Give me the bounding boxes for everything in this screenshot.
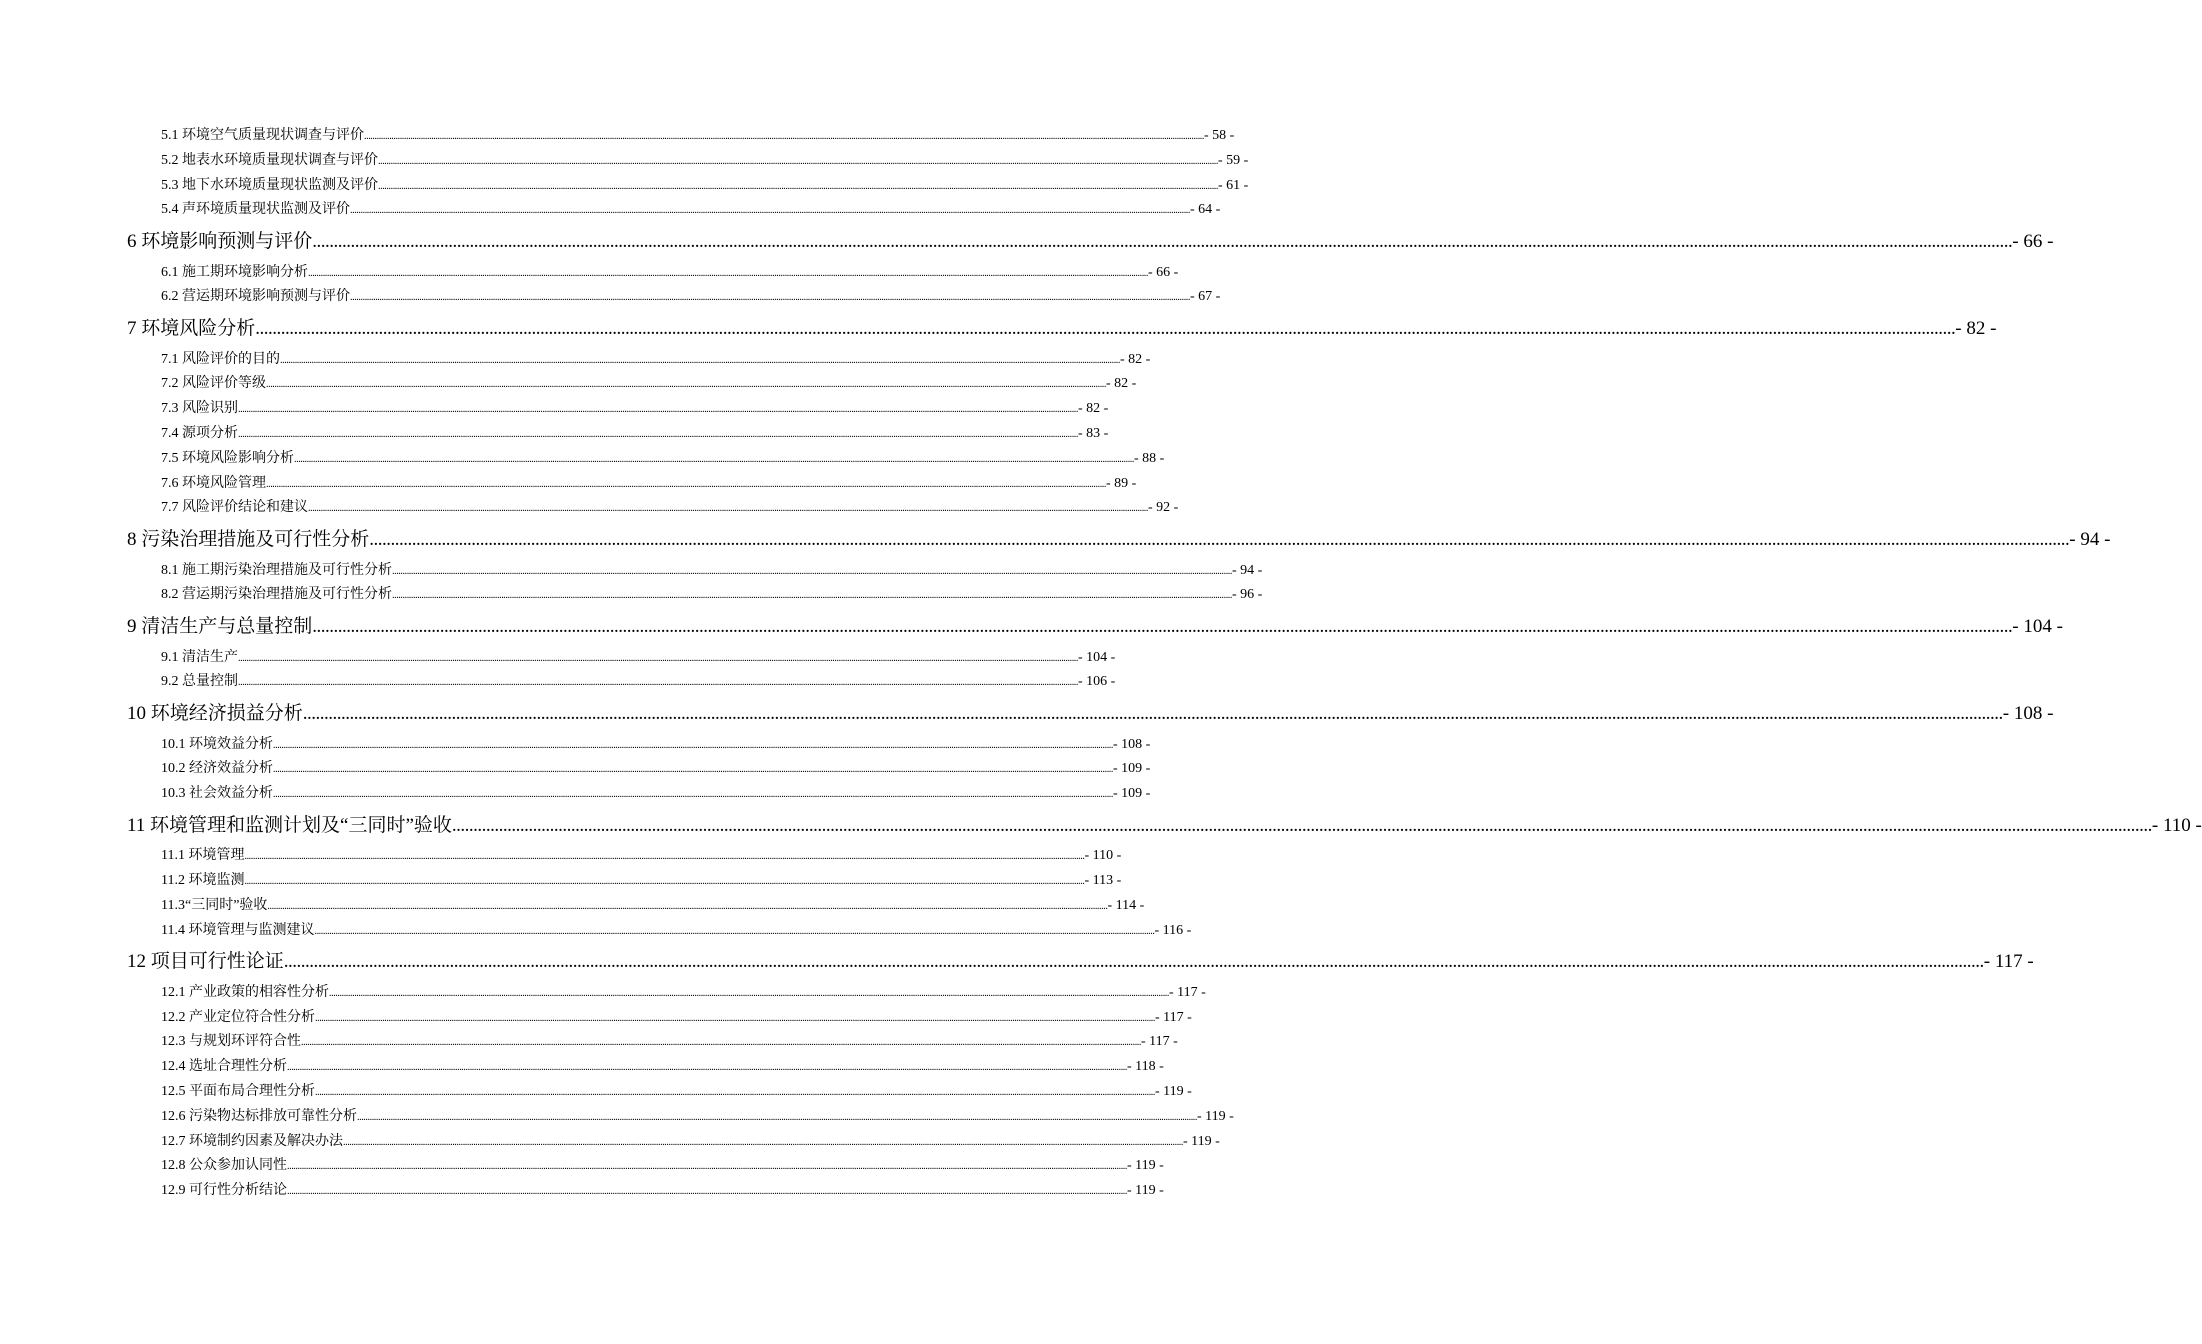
toc-section-entry[interactable] bbox=[161, 397, 1109, 422]
toc-dot-leader: ................................................................................................................................................................................................................................................................................................................................................................................................................ bbox=[266, 379, 1107, 391]
toc-dot-leader: ................................................................................................................................................................................................................................................................................................................................................................................................................ bbox=[314, 925, 1155, 937]
toc-entry-page-number: - 117 - bbox=[1155, 1009, 1192, 1025]
toc-section-entry[interactable] bbox=[161, 782, 1151, 807]
toc-chapter-entry[interactable] bbox=[127, 943, 2034, 980]
toc-entry-page-number: - 118 - bbox=[1127, 1059, 1164, 1075]
toc-entry-title: 7.3 风险识别 bbox=[161, 401, 238, 417]
toc-entry-page-number: - 59 - bbox=[1218, 152, 1249, 168]
table-of-contents bbox=[127, 124, 2202, 1204]
toc-section-entry[interactable] bbox=[161, 757, 1151, 782]
toc-entry-title: 7.7 风险评价结论和建议 bbox=[161, 500, 308, 516]
toc-entry-title: 7.1 风险评价的目的 bbox=[161, 351, 280, 367]
toc-entry-title: 12.9 可行性分析结论 bbox=[161, 1183, 287, 1199]
toc-entry-title: 11.1 环境管理 bbox=[161, 848, 245, 864]
toc-entry-title: 5.4 声环境质量现状监测及评价 bbox=[161, 202, 350, 218]
toc-entry-page-number: - 119 - bbox=[1155, 1084, 1192, 1100]
toc-entry-title: 11.4 环境管理与监测建议 bbox=[161, 922, 315, 938]
toc-dot-leader: ................................................................................................................................................................................................................................................................................................................................................................................................................ bbox=[312, 616, 2013, 638]
toc-dot-leader: ................................................................................................................................................................................................................................................................................................................................................................................................................ bbox=[294, 453, 1135, 465]
toc-entry-title: 12.3 与规划环评符合性 bbox=[161, 1034, 301, 1050]
toc-entry-title: 12.7 环境制约因素及解决办法 bbox=[161, 1133, 343, 1149]
toc-section-entry[interactable] bbox=[161, 646, 1116, 671]
toc-dot-leader: ................................................................................................................................................................................................................................................................................................................................................................................................................ bbox=[244, 876, 1085, 888]
toc-entry-title: 12.4 选址合理性分析 bbox=[161, 1059, 287, 1075]
toc-section-entry[interactable] bbox=[161, 198, 1221, 223]
toc-section-entry[interactable] bbox=[161, 844, 1122, 869]
toc-dot-leader: ................................................................................................................................................................................................................................................................................................................................................................................................................ bbox=[273, 739, 1114, 751]
toc-entry-page-number: - 82 - bbox=[1078, 401, 1109, 417]
toc-entry-page-number: - 61 - bbox=[1218, 177, 1249, 193]
toc-entry-page-number: - 119 - bbox=[1197, 1108, 1234, 1124]
toc-entry-title: 9.1 清洁生产 bbox=[161, 649, 238, 665]
toc-entry-title: 10.3 社会效益分析 bbox=[161, 786, 273, 802]
toc-dot-leader: ................................................................................................................................................................................................................................................................................................................................................................................................................ bbox=[280, 354, 1121, 366]
toc-entry-title: 11 环境管理和监测计划及“三同时”验收 bbox=[127, 814, 452, 836]
toc-section-entry[interactable] bbox=[161, 149, 1249, 174]
toc-entry-title: 10 环境经济损益分析 bbox=[127, 703, 303, 725]
toc-entry-title: 5.1 环境空气质量现状调查与评价 bbox=[161, 128, 364, 143]
toc-dot-leader: ................................................................................................................................................................................................................................................................................................................................................................................................................ bbox=[287, 1161, 1128, 1173]
toc-dot-leader: ................................................................................................................................................................................................................................................................................................................................................................................................................ bbox=[287, 1062, 1128, 1074]
toc-entry-page-number: - 114 - bbox=[1107, 897, 1145, 913]
toc-entry-title: 10.1 环境效益分析 bbox=[161, 736, 273, 752]
toc-dot-leader: ................................................................................................................................................................................................................................................................................................................................................................................................................ bbox=[287, 1186, 1128, 1198]
toc-entry-title: 8 污染治理措施及可行性分析 bbox=[127, 529, 370, 551]
toc-entry-title: 7 环境风险分析 bbox=[127, 318, 256, 340]
toc-entry-page-number: - 89 - bbox=[1106, 475, 1137, 491]
toc-entry-page-number: - 119 - bbox=[1183, 1133, 1220, 1149]
toc-entry-page-number: - 92 - bbox=[1148, 500, 1179, 516]
toc-dot-leader: ................................................................................................................................................................................................................................................................................................................................................................................................................ bbox=[378, 180, 1219, 192]
toc-section-entry[interactable] bbox=[161, 447, 1165, 472]
toc-entry-page-number: - 82 - bbox=[1955, 318, 1997, 340]
toc-entry-page-number: - 117 - bbox=[1141, 1034, 1178, 1050]
toc-dot-leader: ................................................................................................................................................................................................................................................................................................................................................................................................................ bbox=[392, 590, 1233, 602]
toc-entry-page-number: - 82 - bbox=[1106, 376, 1137, 392]
toc-dot-leader: ................................................................................................................................................................................................................................................................................................................................................................................................................ bbox=[308, 503, 1149, 515]
toc-entry-page-number: - 66 - bbox=[1148, 264, 1179, 280]
toc-entry-page-number: - 110 - bbox=[1084, 848, 1122, 864]
toc-dot-leader: ................................................................................................................................................................................................................................................................................................................................................................................................................ bbox=[364, 131, 1205, 142]
toc-entry-page-number: - 108 - bbox=[2002, 703, 2054, 725]
toc-dot-leader: ................................................................................................................................................................................................................................................................................................................................................................................................................ bbox=[378, 155, 1219, 167]
toc-entry-page-number: - 58 - bbox=[1204, 128, 1235, 143]
toc-entry-page-number: - 119 - bbox=[1127, 1158, 1164, 1174]
toc-chapter-entry[interactable] bbox=[127, 695, 2054, 732]
toc-entry-title: 11.3“三同时”验收 bbox=[161, 897, 268, 913]
toc-entry-title: 12.8 公众参加认同性 bbox=[161, 1158, 287, 1174]
toc-entry-page-number: - 109 - bbox=[1113, 786, 1151, 802]
toc-chapter-entry[interactable] bbox=[127, 223, 2054, 260]
toc-entry-page-number: - 116 - bbox=[1154, 922, 1192, 938]
toc-section-entry[interactable] bbox=[161, 496, 1179, 521]
toc-section-entry[interactable] bbox=[161, 1080, 1192, 1105]
toc-entry-title: 10.2 经济效益分析 bbox=[161, 761, 273, 777]
toc-dot-leader: ................................................................................................................................................................................................................................................................................................................................................................................................................ bbox=[255, 318, 1956, 340]
toc-chapter-entry[interactable] bbox=[127, 807, 2202, 844]
toc-section-entry[interactable] bbox=[161, 472, 1137, 497]
toc-entry-title: 7.6 环境风险管理 bbox=[161, 475, 266, 491]
toc-section-entry[interactable] bbox=[161, 348, 1151, 373]
toc-entry-page-number: - 104 - bbox=[1078, 649, 1116, 665]
toc-entry-page-number: - 64 - bbox=[1190, 202, 1221, 218]
toc-dot-leader: ................................................................................................................................................................................................................................................................................................................................................................................................................ bbox=[273, 764, 1114, 776]
toc-dot-leader: ................................................................................................................................................................................................................................................................................................................................................................................................................ bbox=[315, 1012, 1156, 1024]
toc-dot-leader: ................................................................................................................................................................................................................................................................................................................................................................................................................ bbox=[315, 1087, 1156, 1099]
toc-entry-page-number: - 66 - bbox=[2012, 231, 2054, 253]
toc-entry-page-number: - 83 - bbox=[1078, 425, 1109, 441]
toc-entry-page-number: - 117 - bbox=[1169, 984, 1206, 1000]
toc-dot-leader: ................................................................................................................................................................................................................................................................................................................................................................................................................ bbox=[350, 292, 1191, 304]
toc-dot-leader: ................................................................................................................................................................................................................................................................................................................................................................................................................ bbox=[329, 987, 1170, 999]
toc-entry-page-number: - 117 - bbox=[1983, 951, 2034, 973]
toc-entry-title: 9.2 总量控制 bbox=[161, 674, 238, 690]
toc-entry-title: 7.2 风险评价等级 bbox=[161, 376, 266, 392]
toc-dot-leader: ................................................................................................................................................................................................................................................................................................................................................................................................................ bbox=[301, 1037, 1142, 1049]
toc-entry-page-number: - 94 - bbox=[2069, 529, 2111, 551]
toc-dot-leader: ................................................................................................................................................................................................................................................................................................................................................................................................................ bbox=[392, 565, 1233, 577]
toc-section-entry[interactable] bbox=[161, 174, 1249, 199]
toc-section-entry[interactable] bbox=[161, 372, 1137, 397]
toc-entry-title: 5.3 地下水环境质量现状监测及评价 bbox=[161, 177, 378, 193]
toc-entry-page-number: - 113 - bbox=[1084, 873, 1122, 889]
toc-entry-title: 5.2 地表水环境质量现状调查与评价 bbox=[161, 152, 378, 168]
toc-dot-leader: ................................................................................................................................................................................................................................................................................................................................................................................................................ bbox=[267, 900, 1108, 912]
toc-entry-page-number: - 82 - bbox=[1120, 351, 1151, 367]
toc-entry-title: 12.1 产业政策的相容性分析 bbox=[161, 984, 329, 1000]
toc-entry-title: 8.1 施工期污染治理措施及可行性分析 bbox=[161, 562, 392, 578]
toc-section-entry[interactable] bbox=[161, 559, 1263, 584]
toc-entry-title: 7.4 源项分析 bbox=[161, 425, 238, 441]
toc-section-entry[interactable] bbox=[161, 1055, 1164, 1080]
toc-section-entry[interactable] bbox=[161, 261, 1179, 286]
toc-section-entry[interactable] bbox=[161, 124, 1235, 149]
toc-dot-leader: ................................................................................................................................................................................................................................................................................................................................................................................................................ bbox=[357, 1111, 1198, 1123]
toc-section-entry[interactable] bbox=[161, 869, 1122, 894]
toc-entry-page-number: - 96 - bbox=[1232, 587, 1263, 603]
toc-entry-page-number: - 67 - bbox=[1190, 289, 1221, 305]
toc-dot-leader: ................................................................................................................................................................................................................................................................................................................................................................................................................ bbox=[283, 951, 1984, 973]
toc-entry-page-number: - 88 - bbox=[1134, 450, 1165, 466]
toc-section-entry[interactable] bbox=[161, 919, 1192, 944]
toc-entry-page-number: - 106 - bbox=[1078, 674, 1116, 690]
toc-section-entry[interactable] bbox=[161, 285, 1221, 310]
toc-entry-page-number: - 110 - bbox=[2151, 814, 2202, 836]
toc-section-entry[interactable] bbox=[161, 1154, 1164, 1179]
toc-entry-title: 12.2 产业定位符合性分析 bbox=[161, 1009, 315, 1025]
toc-chapter-entry[interactable] bbox=[127, 521, 2111, 558]
toc-section-entry[interactable] bbox=[161, 894, 1145, 919]
toc-dot-leader: ................................................................................................................................................................................................................................................................................................................................................................................................................ bbox=[266, 478, 1107, 490]
toc-dot-leader: ................................................................................................................................................................................................................................................................................................................................................................................................................ bbox=[369, 529, 2070, 551]
toc-entry-page-number: - 104 - bbox=[2012, 616, 2063, 638]
toc-dot-leader: ................................................................................................................................................................................................................................................................................................................................................................................................................ bbox=[451, 814, 2152, 836]
toc-dot-leader: ................................................................................................................................................................................................................................................................................................................................................................................................................ bbox=[238, 652, 1079, 664]
toc-section-entry[interactable] bbox=[161, 981, 1206, 1006]
toc-entry-page-number: - 94 - bbox=[1232, 562, 1263, 578]
toc-dot-leader: ................................................................................................................................................................................................................................................................................................................................................................................................................ bbox=[238, 404, 1079, 416]
toc-section-entry[interactable] bbox=[161, 1105, 1234, 1130]
toc-section-entry[interactable] bbox=[161, 583, 1263, 608]
toc-entry-title: 12 项目可行性论证 bbox=[127, 951, 284, 973]
toc-entry-title: 12.6 污染物达标排放可靠性分析 bbox=[161, 1108, 357, 1124]
toc-entry-title: 6.1 施工期环境影响分析 bbox=[161, 264, 308, 280]
toc-entry-title: 7.5 环境风险影响分析 bbox=[161, 450, 294, 466]
toc-section-entry[interactable] bbox=[161, 1030, 1178, 1055]
toc-section-entry[interactable] bbox=[161, 1179, 1164, 1204]
toc-entry-page-number: - 108 - bbox=[1113, 736, 1151, 752]
toc-entry-title: 11.2 环境监测 bbox=[161, 873, 245, 889]
toc-dot-leader: ................................................................................................................................................................................................................................................................................................................................................................................................................ bbox=[312, 231, 2013, 253]
toc-dot-leader: ................................................................................................................................................................................................................................................................................................................................................................................................................ bbox=[273, 789, 1114, 801]
toc-dot-leader: ................................................................................................................................................................................................................................................................................................................................................................................................................ bbox=[302, 703, 2003, 725]
toc-dot-leader: ................................................................................................................................................................................................................................................................................................................................................................................................................ bbox=[244, 851, 1085, 863]
toc-entry-title: 9 清洁生产与总量控制 bbox=[127, 616, 313, 638]
toc-chapter-entry[interactable] bbox=[127, 310, 1997, 347]
toc-dot-leader: ................................................................................................................................................................................................................................................................................................................................................................................................................ bbox=[238, 677, 1079, 689]
toc-section-entry[interactable] bbox=[161, 1130, 1220, 1155]
toc-entry-title: 8.2 营运期污染治理措施及可行性分析 bbox=[161, 587, 392, 603]
toc-dot-leader: ................................................................................................................................................................................................................................................................................................................................................................................................................ bbox=[350, 205, 1191, 217]
toc-dot-leader: ................................................................................................................................................................................................................................................................................................................................................................................................................ bbox=[308, 267, 1149, 279]
toc-dot-leader: ................................................................................................................................................................................................................................................................................................................................................................................................................ bbox=[343, 1136, 1184, 1148]
toc-entry-title: 6 环境影响预测与评价 bbox=[127, 231, 313, 253]
toc-section-entry[interactable] bbox=[161, 733, 1151, 758]
toc-entry-page-number: - 109 - bbox=[1113, 761, 1151, 777]
toc-section-entry[interactable] bbox=[161, 670, 1116, 695]
toc-entry-page-number: - 119 - bbox=[1127, 1183, 1164, 1199]
toc-entry-title: 12.5 平面布局合理性分析 bbox=[161, 1084, 315, 1100]
toc-section-entry[interactable] bbox=[161, 422, 1109, 447]
toc-chapter-entry[interactable] bbox=[127, 608, 2063, 645]
toc-section-entry[interactable] bbox=[161, 1006, 1192, 1031]
toc-entry-title: 6.2 营运期环境影响预测与评价 bbox=[161, 289, 350, 305]
toc-dot-leader: ................................................................................................................................................................................................................................................................................................................................................................................................................ bbox=[238, 428, 1079, 440]
